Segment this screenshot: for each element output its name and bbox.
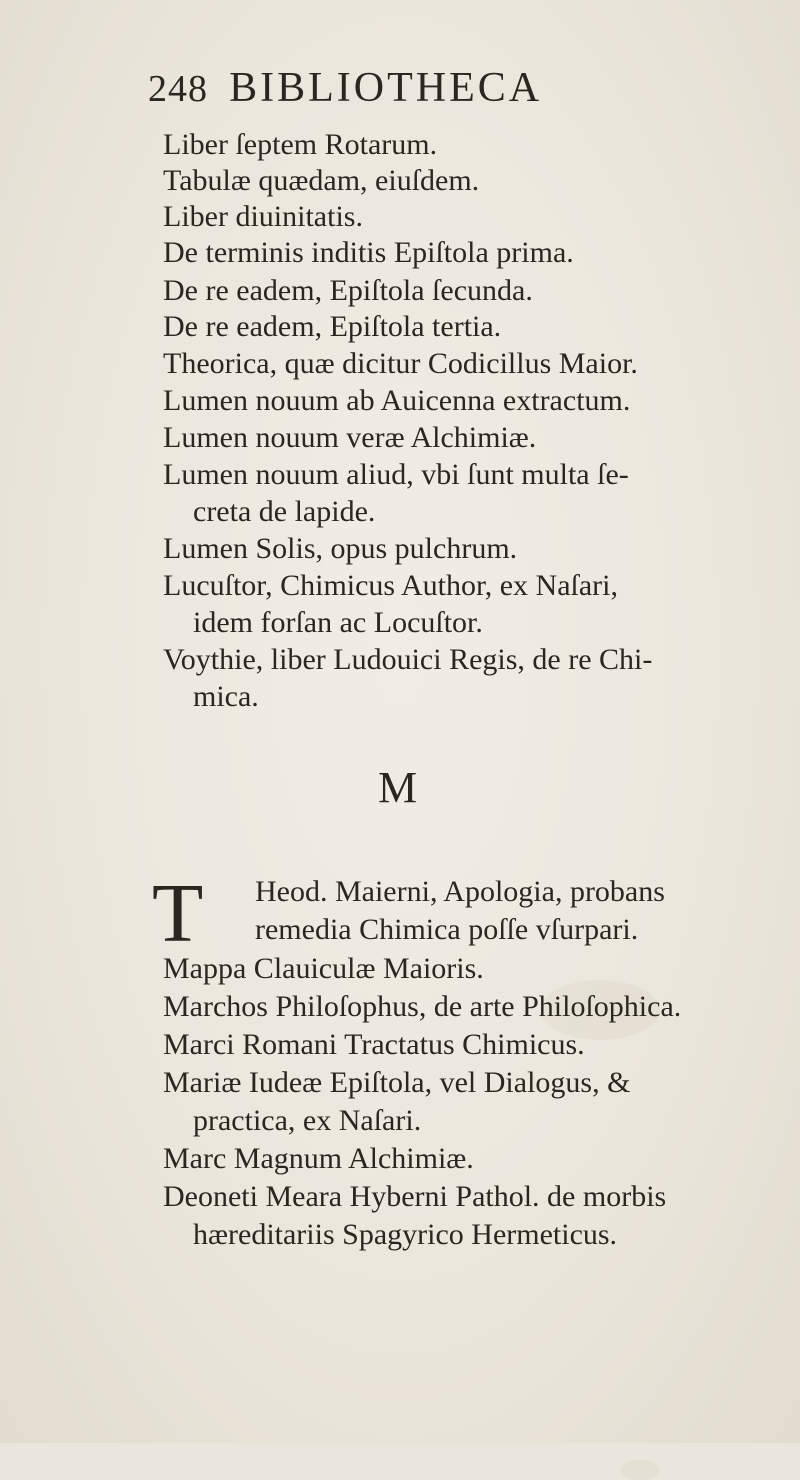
catalog-entry: De re eadem, Epiſtola ſecunda. <box>163 274 533 307</box>
catalog-entry: Lumen Solis, opus pulchrum. <box>163 532 518 565</box>
catalog-entry: Marci Romani Tractatus Chimicus. <box>163 1028 585 1061</box>
catalog-entry: Tabulæ quædam, eiuſdem. <box>163 164 480 197</box>
catalog-entry: Lumen nouum aliud, vbi ſunt multa ſe- <box>163 458 629 491</box>
catalog-entry: Liber ſeptem Rotarum. <box>163 128 438 161</box>
catalog-entry-continuation: hæreditariis Spagyrico Hermeticus. <box>193 1218 618 1251</box>
running-title: BIBLIOTHECA <box>229 65 543 111</box>
catalog-entry-continuation: mica. <box>193 680 259 713</box>
catalog-entry: Deoneti Meara Hyberni Pathol. de morbis <box>163 1180 667 1213</box>
catalog-entry: Lumen nouum ab Auicenna extractum. <box>163 384 631 417</box>
catalog-entry: Mappa Clauiculæ Maioris. <box>163 952 484 985</box>
catalog-entry: De re eadem, Epiſtola tertia. <box>163 310 502 343</box>
section-letter: M <box>378 763 418 812</box>
drop-cap: T <box>152 867 204 960</box>
catalog-entry: Marchos Philoſophus, de arte Philoſophica. <box>163 990 682 1023</box>
page-number: 248 <box>148 68 208 110</box>
page-header <box>148 64 542 112</box>
catalog-entry: De terminis inditis Epiſtola prima. <box>163 236 574 269</box>
catalog-entry: Mariæ Iudeæ Epiſtola, vel Dialogus, & <box>163 1066 631 1099</box>
catalog-entry: Marc Magnum Alchimiæ. <box>163 1142 474 1175</box>
catalog-entry: Theorica, quæ dicitur Codicillus Maior. <box>163 347 638 380</box>
catalog-entry-continuation: remedia Chimica poſſe vſurpari. <box>255 913 639 946</box>
catalog-entry: Voythie, liber Ludouici Regis, de re Chi- <box>163 643 653 676</box>
catalog-entry-continuation: practica, ex Naſari. <box>193 1104 422 1137</box>
catalog-entry: Liber diuinitatis. <box>163 200 363 233</box>
paper-stain <box>620 1460 660 1480</box>
catalog-entry: Lumen nouum veræ Alchimiæ. <box>163 421 537 454</box>
catalog-entry-continuation: idem forſan ac Locuſtor. <box>193 606 483 639</box>
catalog-entry: Heod. Maierni, Apologia, probans <box>255 875 665 908</box>
catalog-entry-continuation: creta de lapide. <box>193 495 376 528</box>
catalog-entry: Lucuſtor, Chimicus Author, ex Naſari, <box>163 569 619 602</box>
